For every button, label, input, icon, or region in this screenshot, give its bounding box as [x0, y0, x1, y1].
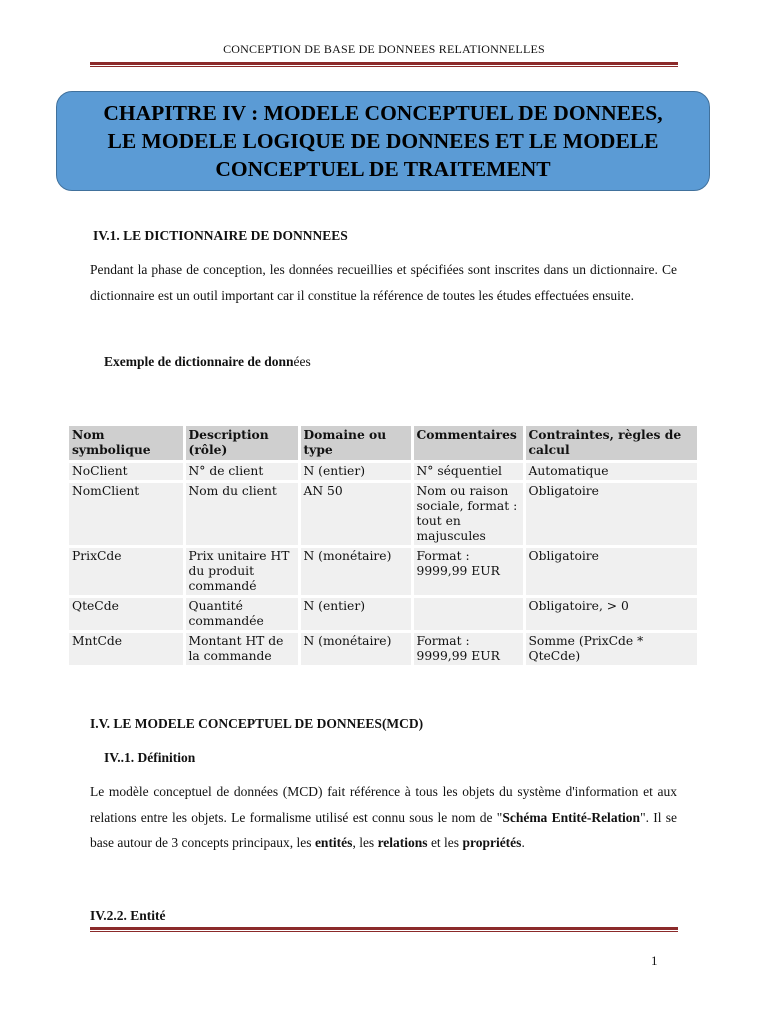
table-header-row: [69, 426, 697, 462]
table-cell: Format : 9999,99 EUR: [412, 547, 524, 597]
table-cell: NoClient: [69, 462, 184, 482]
table-row: [69, 482, 697, 547]
table-cell: N (monétaire): [299, 632, 412, 666]
table-cell: Format : 9999,99 EUR: [412, 632, 524, 666]
table-cell: AN 50: [299, 482, 412, 547]
table-cell: Nom ou raison sociale, format : tout en majuscules: [412, 482, 524, 547]
table-header-cell: Nom symbolique: [69, 426, 184, 462]
table-cell: Automatique: [524, 462, 697, 482]
subheading-definition: IV..1. Définition: [104, 750, 196, 765]
term-entites: entités: [314, 835, 353, 850]
table-row: [69, 462, 697, 482]
table-cell: NomClient: [69, 482, 184, 547]
example-caption-tail: ées: [293, 354, 311, 369]
table-header-cell: Domaine ou type: [299, 426, 412, 462]
table-cell: N (monétaire): [299, 547, 412, 597]
table-cell: N° séquentiel: [412, 462, 524, 482]
table-header-cell: Description (rôle): [184, 426, 299, 462]
table-header-cell: Commentaires: [412, 426, 524, 462]
mcd-text-1: Le modèle conceptuel de données (MCD) fait référence à tous les objets du système d'information et aux relations entre les objets. Le formalisme utilisé est connu sous le nom de ": [90, 784, 677, 825]
section-heading-dictionary: IV.1. LE DICTIONNAIRE DE DONNNEES: [93, 228, 348, 243]
term-schema-entite-relation: Schéma Entité-Relation: [502, 809, 641, 825]
table-cell: Quantité commandée: [184, 597, 299, 632]
table-cell: [412, 597, 524, 632]
chapter-title-line-1: CHAPITRE IV : MODELE CONCEPTUEL DE DONNEES,: [103, 101, 663, 125]
chapter-title-box: [56, 91, 710, 191]
chapter-title-line-3: CONCEPTUEL DE TRAITEMENT: [215, 157, 551, 181]
table-header-cell: Contraintes, règles de calcul: [524, 426, 697, 462]
chapter-title-line-2: LE MODELE LOGIQUE DE DONNEES ET LE MODELE: [107, 129, 659, 153]
table-cell: MntCde: [69, 632, 184, 666]
table-cell: Obligatoire, > 0: [524, 597, 697, 632]
mcd-text-3: , les: [352, 835, 378, 850]
mcd-text-5: .: [521, 835, 525, 850]
page-number: 1: [651, 953, 658, 968]
term-proprietes: propriétés: [462, 835, 522, 850]
table-cell: Montant HT de la commande: [184, 632, 299, 666]
table-cell: Somme (PrixCde * QteCde): [524, 632, 697, 666]
table-cell: Obligatoire: [524, 547, 697, 597]
mcd-text-2: ". Il se base autour de 3 concepts principaux, les: [90, 809, 677, 850]
chapter-title: [103, 99, 662, 183]
running-header: CONCEPTION DE BASE DE DONNEES RELATIONNELLES: [223, 42, 545, 56]
table-cell: QteCde: [69, 597, 184, 632]
table-cell: Obligatoire: [524, 482, 697, 547]
dictionary-paragraph: Pendant la phase de conception, les données recueillies et spécifiées sont inscrites dans un dictionnaire. Ce dictionnaire est un outil important car il constitue la référence de toutes les études effectuées ensuite.: [90, 262, 677, 303]
term-relations: relations: [377, 835, 428, 850]
example-caption: [104, 354, 311, 370]
table-cell: Nom du client: [184, 482, 299, 547]
table-row: [69, 597, 697, 632]
table-row: [69, 632, 697, 666]
section-heading-mcd: I.V. LE MODELE CONCEPTUEL DE DONNEES(MCD): [90, 716, 424, 731]
table-cell: N (entier): [299, 597, 412, 632]
section-heading-entite: IV.2.2. Entité: [90, 908, 166, 923]
table-row: [69, 547, 697, 597]
table-cell: Prix unitaire HT du produit commandé: [184, 547, 299, 597]
data-dictionary-table: [69, 426, 697, 665]
footer-rule: [90, 927, 678, 932]
header-rule: [90, 62, 678, 67]
table-cell: N° de client: [184, 462, 299, 482]
table-cell: PrixCde: [69, 547, 184, 597]
table-cell: N (entier): [299, 462, 412, 482]
mcd-text-4: et les: [427, 835, 463, 850]
mcd-definition-paragraph: [90, 779, 677, 856]
example-caption-bold: Exemple de dictionnaire de donn: [104, 354, 294, 369]
